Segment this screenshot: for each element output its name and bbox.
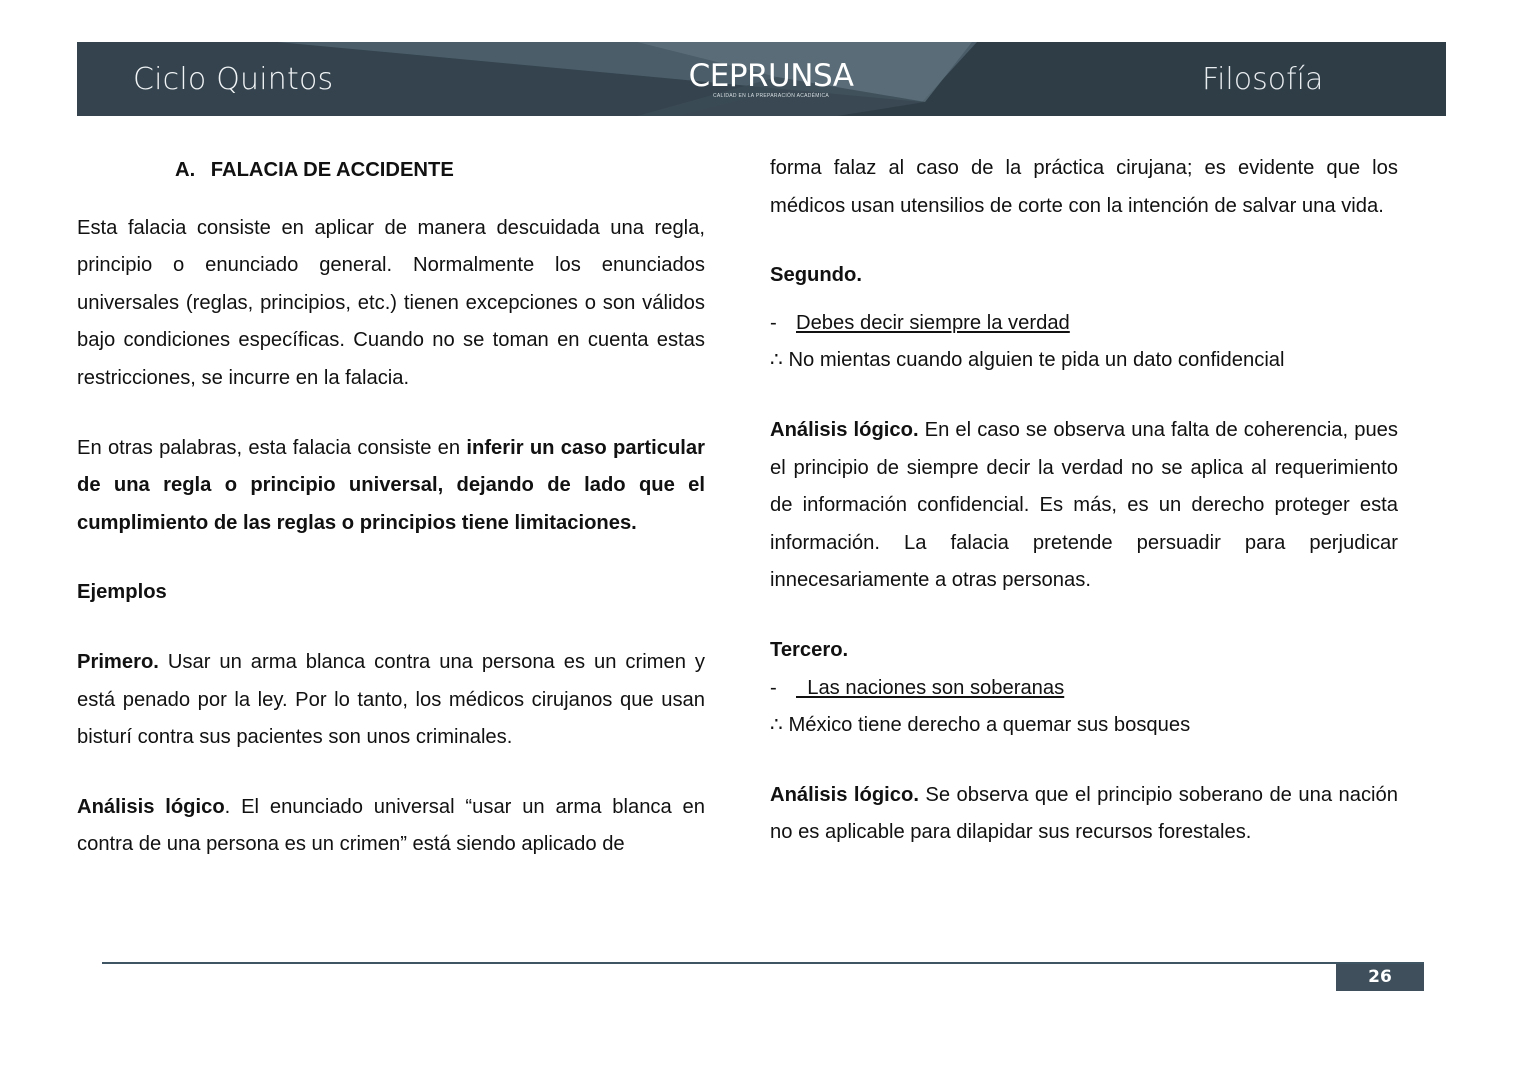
list-dash: - xyxy=(770,311,777,334)
subject-title: Filosofía xyxy=(1202,62,1324,97)
premise-text: Debes decir siempre la verdad xyxy=(796,311,1070,334)
page-header xyxy=(77,42,1446,116)
course-cycle-title: Ciclo Quintos xyxy=(133,62,334,97)
definition-emphasis: inferir un caso particular de una regla o principio universal, dejando de lado que el cumplimiento de las reglas o principios tiene limitaciones. xyxy=(77,436,705,534)
example-first-text: Usar un arma blanca contra una persona es un crimen y está penado por la ley. Por lo tanto, los médicos cirujanos que usan bisturí contra sus pacientes son unos criminales. xyxy=(77,650,705,749)
analysis-first-continuation: forma falaz al caso de la práctica cirujana; es evidente que los médicos usan utensilios de corte con la intención de salvar una vida. xyxy=(770,157,1398,217)
example-third-label xyxy=(770,632,1398,670)
logo-tagline: CALIDAD EN LA PREPARACIÓN ACADÉMICA xyxy=(713,93,829,99)
analysis-second xyxy=(770,412,1398,600)
analysis-third-label: Análisis lógico. xyxy=(770,783,919,806)
examples-heading-text: Ejemplos xyxy=(77,581,167,604)
section-title: FALACIA DE ACCIDENTE xyxy=(210,159,454,181)
ceprunsa-logo xyxy=(686,60,856,99)
example-second-conclusion: ∴ No mientas cuando alguien te pida un dato confidencial xyxy=(770,349,1285,372)
intro-paragraph: Esta falacia consiste en aplicar de manera descuidada una regla, principio o enunciado general. Normalmente los enunciados universales (reglas, principios, etc.) tienen excepciones o son válidos bajo condiciones específicas. Cuando no se toman en cuenta estas restricciones, se incurre en la falacia. xyxy=(77,216,705,389)
example-second-label xyxy=(770,257,1398,295)
example-third-label-text: Tercero. xyxy=(770,638,849,661)
section-heading xyxy=(77,152,705,190)
right-column xyxy=(770,150,1398,852)
example-third-conclusion: ∴ México tiene derecho a quemar sus bosques xyxy=(770,714,1191,737)
definition-paragraph xyxy=(77,430,705,543)
analysis-second-label: Análisis lógico. xyxy=(770,418,919,441)
analysis-first-label: Análisis lógico xyxy=(77,795,225,818)
section-number: A. xyxy=(175,159,196,181)
example-second-label-text: Segundo. xyxy=(770,264,862,287)
left-column xyxy=(77,150,705,864)
example-third-premise xyxy=(770,670,1398,708)
logo-text: CEPRUNSA xyxy=(688,58,854,94)
example-second-premise xyxy=(770,305,1398,343)
analysis-third-text: Se observa que el principio soberano de una nación no es aplicable para dilapidar sus recursos forestales. xyxy=(770,783,1398,844)
example-first xyxy=(77,644,705,757)
footer-divider xyxy=(102,962,1424,964)
list-dash: - xyxy=(770,676,777,699)
example-first-label: Primero. xyxy=(77,650,159,673)
page-number: 26 xyxy=(1336,964,1424,991)
examples-heading xyxy=(77,574,705,612)
definition-text: En otras palabras, esta falacia consiste en xyxy=(77,436,467,459)
analysis-first xyxy=(77,789,705,864)
premise-text: Las naciones son soberanas xyxy=(796,676,1065,699)
analysis-second-text: En el caso se observa una falta de coherencia, pues el principio de siempre decir la verdad no se aplica al requerimiento de información confidencial. Es más, es un derecho proteger esta información. La falacia pretende persuadir para perjudicar innecesariamente a otras personas. xyxy=(770,418,1399,592)
analysis-third xyxy=(770,777,1398,852)
analysis-first-text: . El enunciado universal “usar un arma blanca en contra de una persona es un crimen” está siendo aplicado de xyxy=(77,795,705,856)
